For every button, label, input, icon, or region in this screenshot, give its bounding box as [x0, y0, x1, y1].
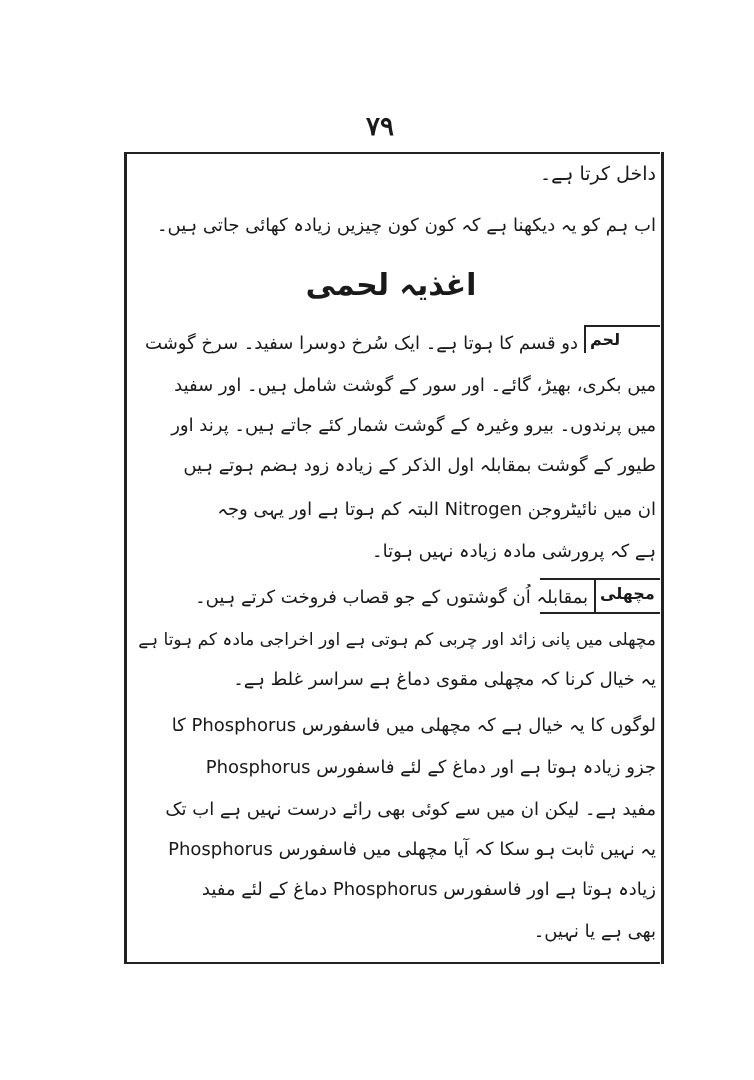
fish-line-5: جزو زیادہ ہوتا ہے اور دماغ کے لئے فاسفورس Phosphorus — [205, 757, 656, 778]
page-number: ٧٩ — [366, 112, 394, 142]
top-rule — [124, 152, 660, 154]
meat-line-1: دو قسم کا ہوتا ہے۔ ایک سُرخ دوسرا سفید۔ سرخ گوشت — [145, 333, 578, 354]
fish-label-divider — [594, 578, 596, 614]
fish-line-3: یہ خیال کرنا کہ مچھلی مقوی دماغ ہے سراسر غلط ہے۔ — [233, 669, 656, 690]
fish-line-1: بمقابلہ اُن گوشتوں کے جو قصاب فروخت کرتے ہیں۔ — [195, 587, 588, 608]
fish-label-rule-top — [540, 578, 660, 580]
meat-line-6: ہے کہ پرورشی مادہ زیادہ نہیں ہوتا۔ — [372, 541, 656, 562]
intro-line-1: داخل کرتا ہے۔ — [540, 163, 656, 185]
fish-line-2: مچھلی میں پانی زائد اور چربی کم ہوتی ہے اور اخراجی مادہ کم ہوتا ہے — [138, 630, 656, 650]
meat-label: لحم — [590, 330, 621, 349]
fish-line-7: یہ نہیں ثابت ہو سکا کہ آیا مچھلی میں فاسفورس Phosphorus — [168, 839, 656, 860]
fish-label-rule-bottom — [540, 612, 660, 614]
meat-line-4: طیور کے گوشت بمقابلہ اول الذکر کے زیادہ زود ہضم ہوتے ہیں — [183, 455, 656, 476]
meat-line-5: ان میں نائیٹروجن Nitrogen البتہ کم ہوتا ہے اور یہی وجہ — [217, 499, 656, 520]
fish-line-6: مفید ہے۔ لیکن ان میں سے کوئی بھی رائے درست نہیں ہے اب تک — [165, 799, 656, 820]
fish-line-4: لوگوں کا یہ خیال ہے کہ مچھلی میں فاسفورس Phosphorus کا — [171, 715, 656, 736]
meat-line-2: میں بکری، بھیڑ، گائے۔ اور سور کے گوشت شامل ہیں۔ اور سفید — [174, 375, 656, 396]
meat-label-rule — [584, 325, 660, 327]
intro-line-2: اب ہم کو یہ دیکھنا ہے کہ کون کون چیزیں زیادہ کھائی جاتی ہیں۔ — [156, 215, 656, 236]
meat-line-3: میں پرندوں۔ بیرو وغیرہ کے گوشت شمار کئے جاتے ہیں۔ پرند اور — [171, 415, 656, 436]
section-heading: اغذیہ لحمی — [305, 268, 477, 303]
bottom-rule — [124, 962, 660, 964]
fish-line-8: زیادہ ہوتا ہے اور فاسفورس Phosphorus دماغ کے لئے مفید — [201, 879, 656, 900]
fish-label: مچھلی — [600, 584, 655, 603]
meat-label-divider — [584, 325, 586, 353]
fish-line-9: بھی ہے یا نہیں۔ — [533, 921, 656, 942]
